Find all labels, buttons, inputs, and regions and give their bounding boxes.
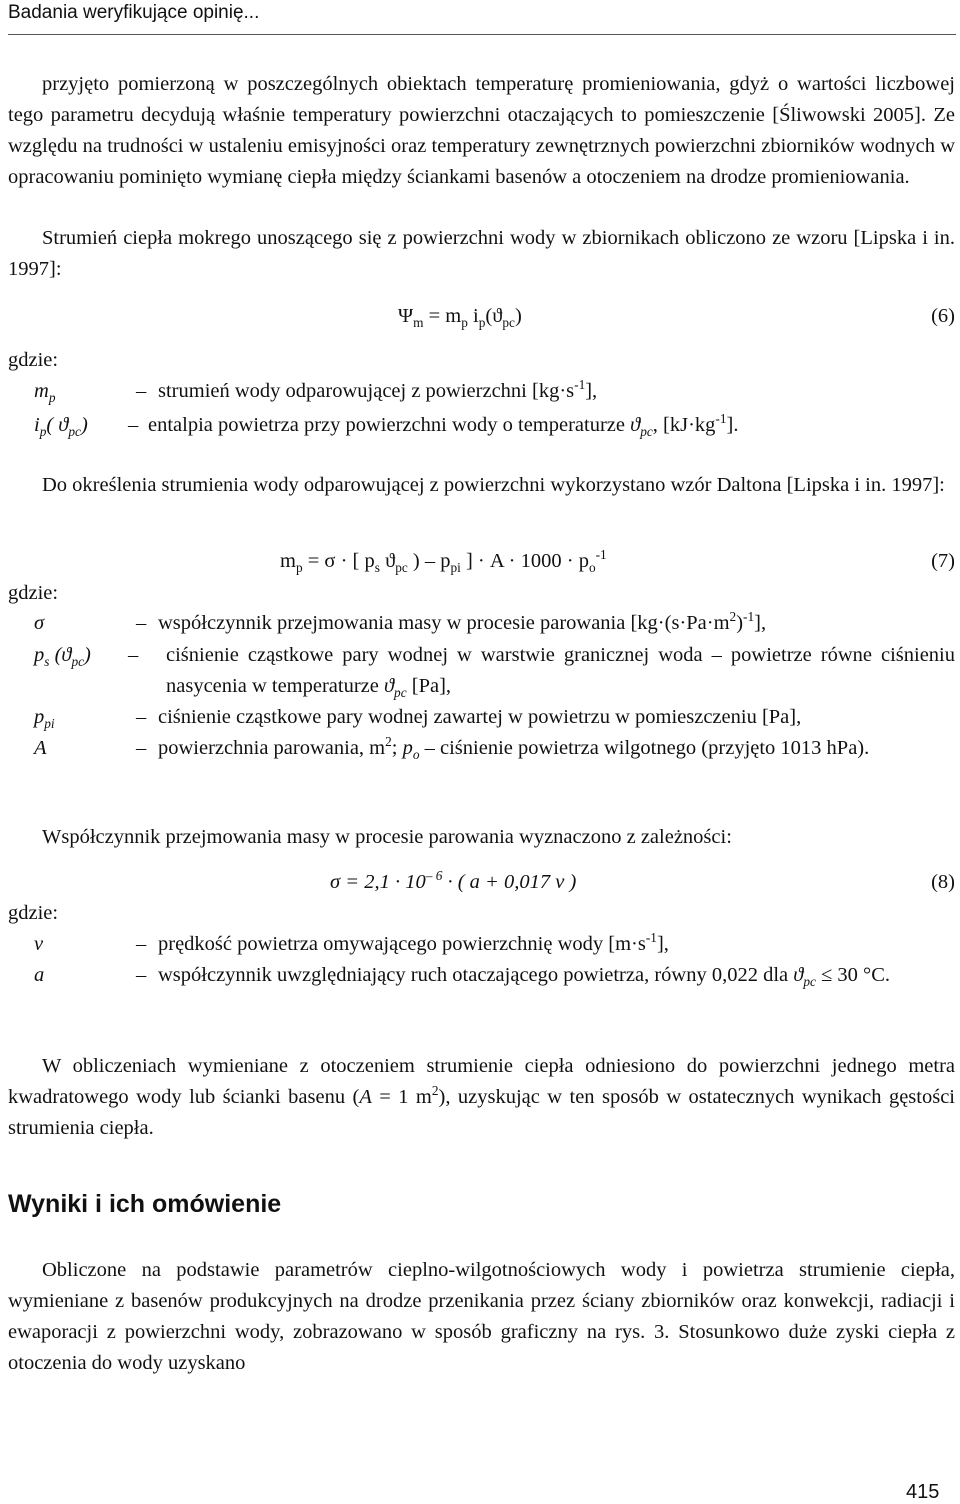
- def-symbol: A: [34, 737, 47, 759]
- where-label-3: gdzie:: [8, 902, 59, 924]
- paragraph-4: Współczynnik przejmowania masy w procesie parowania wyznaczono z zależności:: [42, 826, 732, 848]
- definition-ppi: [8, 702, 955, 733]
- paragraph-5-text-a: W obliczeniach wymieniane z otoczeniem strumienie ciepła odniesiono do powierzchni jednego metra kwadratowego wody lub ścianki basenu (: [8, 1055, 955, 1108]
- def-dash: –: [136, 706, 147, 728]
- def-text: współczynnik przejmowania masy w procesie parowania $[kg\cdot(s\cdot Pa\cdot m^2)^{-1}]$,: [158, 609, 767, 634]
- def-dash: –: [128, 644, 139, 666]
- paragraph-5-text-b: = 1 m: [371, 1086, 432, 1108]
- def-symbol: v: [34, 933, 44, 955]
- def-symbol: $p_{pi}$: [34, 706, 55, 732]
- equation-8-formula: $\sigma = 2,1 \cdot 10^{- 6}$ · ( a + 0,017 v ): [330, 868, 577, 893]
- def-text: entalpia powietrza przy powierzchni wody o temperaturze $ϑ_{pc}$, $[kJ\cdot kg^{-1}]$.: [148, 411, 739, 440]
- def-symbol: $p_s$ $(ϑ_{pc})$: [34, 644, 91, 670]
- def-text: strumień wody odparowującej z powierzchni $[kg\cdot s^{-1}]$,: [158, 377, 598, 402]
- equation-6: [8, 300, 955, 332]
- eq6-theta: ϑ: [492, 305, 503, 327]
- def-symbol: $m_p$: [34, 380, 56, 406]
- def-dash: –: [136, 380, 147, 402]
- eq6-sub-p: p: [461, 315, 468, 331]
- def-dash: –: [136, 964, 147, 986]
- section-heading: Wyniki i ich omówienie: [8, 1190, 282, 1218]
- paragraph-5-text-c: ), uzyskując w ten sposób w ostatecznych wynikach gęstości strumienia ciepła.: [8, 1086, 955, 1139]
- paragraph-5-area-symbol: A: [359, 1086, 372, 1108]
- eq6-sub-pc: pc: [502, 315, 515, 331]
- def-text: powierzchnia parowania, $m^2$; $p_o$ – ciśnienie powietrza wilgotnego (przyjęto 1013 hPa).: [158, 734, 870, 763]
- eq6-sub-p-2: p: [478, 315, 486, 331]
- definition-ip: [8, 410, 955, 441]
- paragraph-5-area-sup: 2: [431, 1083, 439, 1099]
- def-symbol: a: [34, 964, 45, 986]
- definition-v: [8, 929, 955, 960]
- definition-area: [8, 733, 955, 764]
- paragraph-6: Obliczone na podstawie parametrów cieplno-wilgotnościowych wody i powietrza strumienie ciepła, wymieniane z basenów produkcyjnych na drodze przenikania przez ściany zbiorników oraz konwekcji, radiacji i ewaporacji z powierzchni wody, zobrazowano w sposób graficzny na rys. 3. Stosunkowo duże zyski ciepła z otoczenia do wody uzyskano: [8, 1259, 955, 1374]
- eq6-equals: =: [423, 305, 446, 327]
- paragraph-1: przyjęto pomierzoną w poszczególnych obiektach temperaturę promieniowania, gdyż o wartości liczbowej tego parametru decydują właśnie temperatury powierzchni otaczających to pomieszczenie [Śliwowski 2005]. Ze względu na trudności w ustaleniu emisyjności oraz temperatury zewnętrznych powierzchni zbiorników wodnych w opracowaniu pominięto wymianę ciepła między ściankami basenów a otoczeniem na drodze promieniowania.: [8, 73, 955, 188]
- definition-a: [8, 960, 955, 991]
- paragraph-2: Strumień ciepła mokrego unoszącego się z powierzchni wody w zbiornikach obliczono ze wzoru [Lipska i in. 1997]:: [8, 227, 955, 280]
- paragraph-5: [8, 1051, 955, 1144]
- def-text: współczynnik uwzględniający ruch otaczającego powietrza, równy 0,022 dla $ϑ_{pc} \le 30$ °C.: [158, 964, 891, 990]
- eq6-sub-m: m: [413, 315, 424, 331]
- def-dash: –: [128, 414, 139, 436]
- def-symbol: σ: [34, 612, 45, 634]
- equation-7: [8, 545, 955, 577]
- def-symbol: $i_p$( $ϑ_{pc}$): [34, 414, 88, 440]
- equation-7-number: (7): [931, 550, 955, 572]
- equation-8: [8, 866, 955, 898]
- paragraph-3: Do określenia strumienia wody odparowującej z powierzchni wykorzystano wzór Daltona [Lipska i in. 1997]:: [42, 474, 945, 496]
- where-label-2: gdzie:: [8, 582, 59, 604]
- eq6-open: (: [485, 305, 493, 327]
- def-text: ciśnienie cząstkowe pary wodnej zawartej w powietrzu w pomieszczeniu [Pa],: [158, 706, 802, 728]
- equation-6-formula: [398, 300, 522, 332]
- def-dash: –: [136, 612, 147, 634]
- running-title: Badania weryfikujące opinię...: [8, 2, 260, 23]
- eq6-i: i: [473, 305, 479, 327]
- page-number: 415: [906, 1481, 940, 1503]
- def-dash: –: [136, 737, 147, 759]
- equation-6-number: (6): [931, 305, 955, 327]
- definition-sigma: [8, 608, 955, 639]
- eq6-m: m: [445, 305, 462, 327]
- where-label-1: gdzie:: [8, 349, 59, 371]
- def-dash: –: [136, 933, 147, 955]
- eq6-close: ): [514, 305, 522, 327]
- definition-ps: [8, 640, 955, 702]
- def-text: ciśnienie cząstkowe pary wodnej w warstwie granicznej woda – powietrze równe ciśnieniu nasycenia w temperaturze $ϑ_{pc}$ [Pa],: [166, 644, 955, 701]
- running-header: [8, 0, 956, 35]
- eq6-psi: Ψ: [398, 305, 414, 327]
- equation-7-formula: $m_p = \sigma$ · [ $p_s$ $ϑ_{pc}$ ) – $p_{pi}$ ] · $A \cdot 1000 \cdot p_o^{-1}$: [280, 547, 607, 576]
- definition-mp: [8, 376, 955, 407]
- def-text: prędkość powietrza omywającego powierzchnię wody $[m\cdot s^{-1}]$,: [158, 930, 669, 955]
- equation-8-number: (8): [931, 871, 955, 893]
